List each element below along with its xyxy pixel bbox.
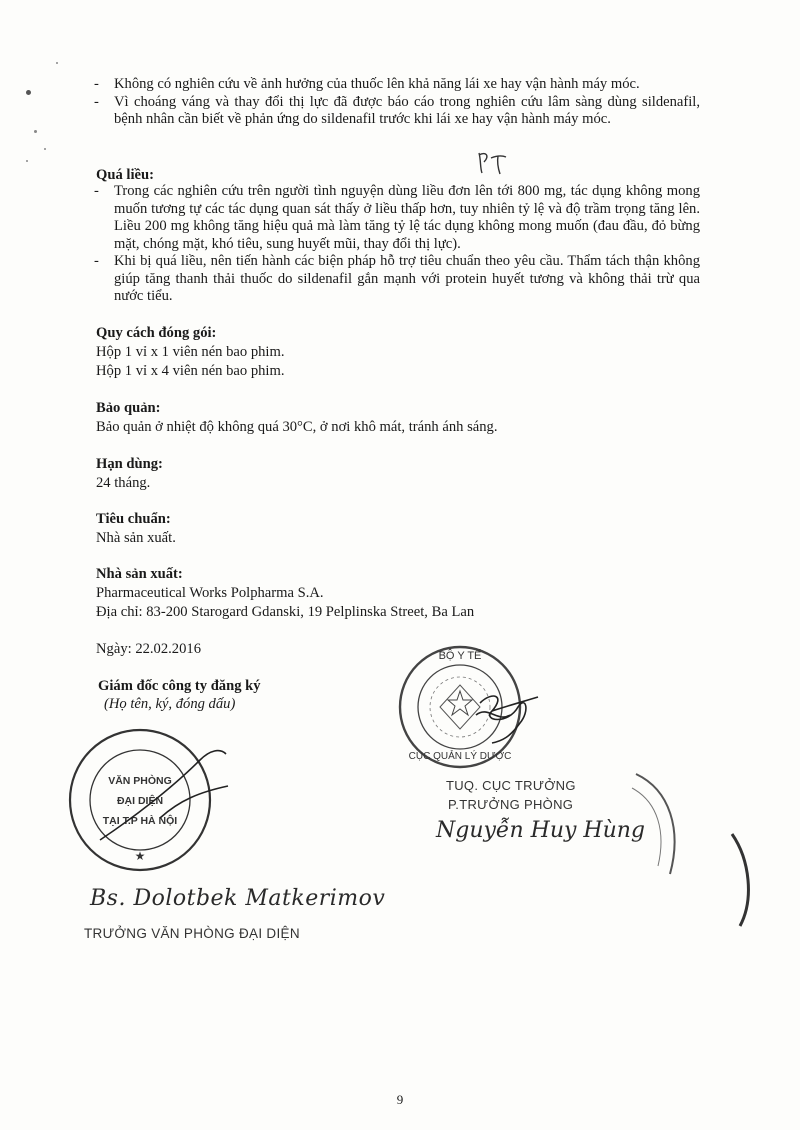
director-note: (Họ tên, ký, đóng dấu): [104, 696, 236, 712]
company-seal-line3: TẠI T.P HÀ NỘI: [102, 815, 178, 827]
document-date: Ngày: 22.02.2016: [96, 641, 201, 657]
page-number: 9: [396, 1092, 404, 1107]
standard-text: Nhà sản xuất.: [96, 530, 176, 546]
company-seal-line1: VĂN PHÒNG: [108, 775, 172, 787]
driving-warning-list: [92, 76, 700, 129]
edge-mark-icon: [720, 830, 760, 930]
shelf-life-text: 24 tháng.: [96, 475, 151, 491]
list-item: - Khi bị quá liều, nên tiến hành các biện pháp hỗ trợ tiêu chuẩn theo yêu cầu. Thẩm tách thận không giúp tăng thanh thải thuốc do sildenafil gắn mạnh với protein huyết tương và không thải trừ qua nước tiểu.: [92, 253, 700, 306]
company-seal-stamp: [60, 720, 230, 880]
list-item: - Không có nghiên cứu về ảnh hưởng của thuốc lên khả năng lái xe hay vận hành máy móc.: [92, 76, 700, 94]
packaging-heading: Quy cách đóng gói:: [96, 325, 217, 341]
svg-text:★: ★: [134, 849, 146, 863]
scan-speck: [34, 130, 37, 133]
overdose-heading: Quá liều:: [96, 167, 154, 183]
packaging-line: Hộp 1 vỉ x 4 viên nén bao phim.: [96, 363, 285, 379]
director-title: Giám đốc công ty đăng ký: [98, 678, 261, 694]
scan-speck: [44, 148, 46, 150]
list-item: - Vì choáng váng và thay đổi thị lực đã được báo cáo trong nghiên cứu lâm sàng dùng sildenafil, bệnh nhân cần biết về phản ứng do sildenafil trước khi lái xe hay vận hành máy móc.: [92, 94, 700, 129]
scan-speck: [56, 62, 58, 64]
manufacturer-name: Pharmaceutical Works Polpharma S.A.: [96, 585, 324, 601]
right-signatory-line1: TUQ. CỤC TRƯỞNG: [446, 778, 576, 793]
overdose-list: [92, 183, 700, 306]
right-signatory-line2: P.TRƯỞNG PHÒNG: [448, 797, 574, 812]
standard-heading: Tiêu chuẩn:: [96, 511, 171, 527]
scan-speck: [26, 90, 31, 95]
company-seal-line2: ĐẠI DIỆN: [116, 795, 164, 807]
left-signatory-title: TRƯỞNG VĂN PHÒNG ĐẠI DIỆN: [84, 926, 300, 941]
left-signatory-name: Bs. Dolotbek Matkerimov: [90, 886, 386, 911]
storage-text: Bảo quản ở nhiệt độ không quá 30°C, ở nơi khô mát, tránh ánh sáng.: [96, 419, 498, 435]
ministry-seal-stamp: [380, 645, 550, 775]
shelf-life-heading: Hạn dùng:: [96, 456, 163, 472]
scan-speck: [26, 160, 28, 162]
manufacturer-address: Địa chỉ: 83-200 Starogard Gdanski, 19 Pelplinska Street, Ba Lan: [96, 604, 475, 620]
manufacturer-heading: Nhà sản xuất:: [96, 566, 183, 582]
storage-heading: Bảo quản:: [96, 400, 161, 416]
handwritten-mark-icon: [476, 150, 510, 176]
list-item: - Trong các nghiên cứu trên người tình nguyện dùng liều đơn lên tới 800 mg, tác dụng không mong muốn tương tự các tác dụng quan sát thấy ở liều thấp hơn, tuy nhiên tỷ lệ và độ trầm trọng tăng lên. Liều 200 mg không tăng hiệu quả mà làm tăng tỷ lệ tác dụng không mong muốn (đau đầu, đỏ bừng mặt, chóng mặt, khó tiêu, sung huyết mũi, thay đổi thị lực).: [92, 183, 700, 253]
ministry-seal-bottom: CỤC QUẢN LÝ DƯỢC: [408, 751, 512, 762]
edge-seal-fragment: [630, 770, 690, 890]
ministry-seal-top: BỘ Y TẾ: [438, 650, 482, 662]
packaging-line: Hộp 1 vỉ x 1 viên nén bao phim.: [96, 344, 285, 360]
right-signatory-name: Nguyễn Huy Hùng: [436, 818, 646, 843]
